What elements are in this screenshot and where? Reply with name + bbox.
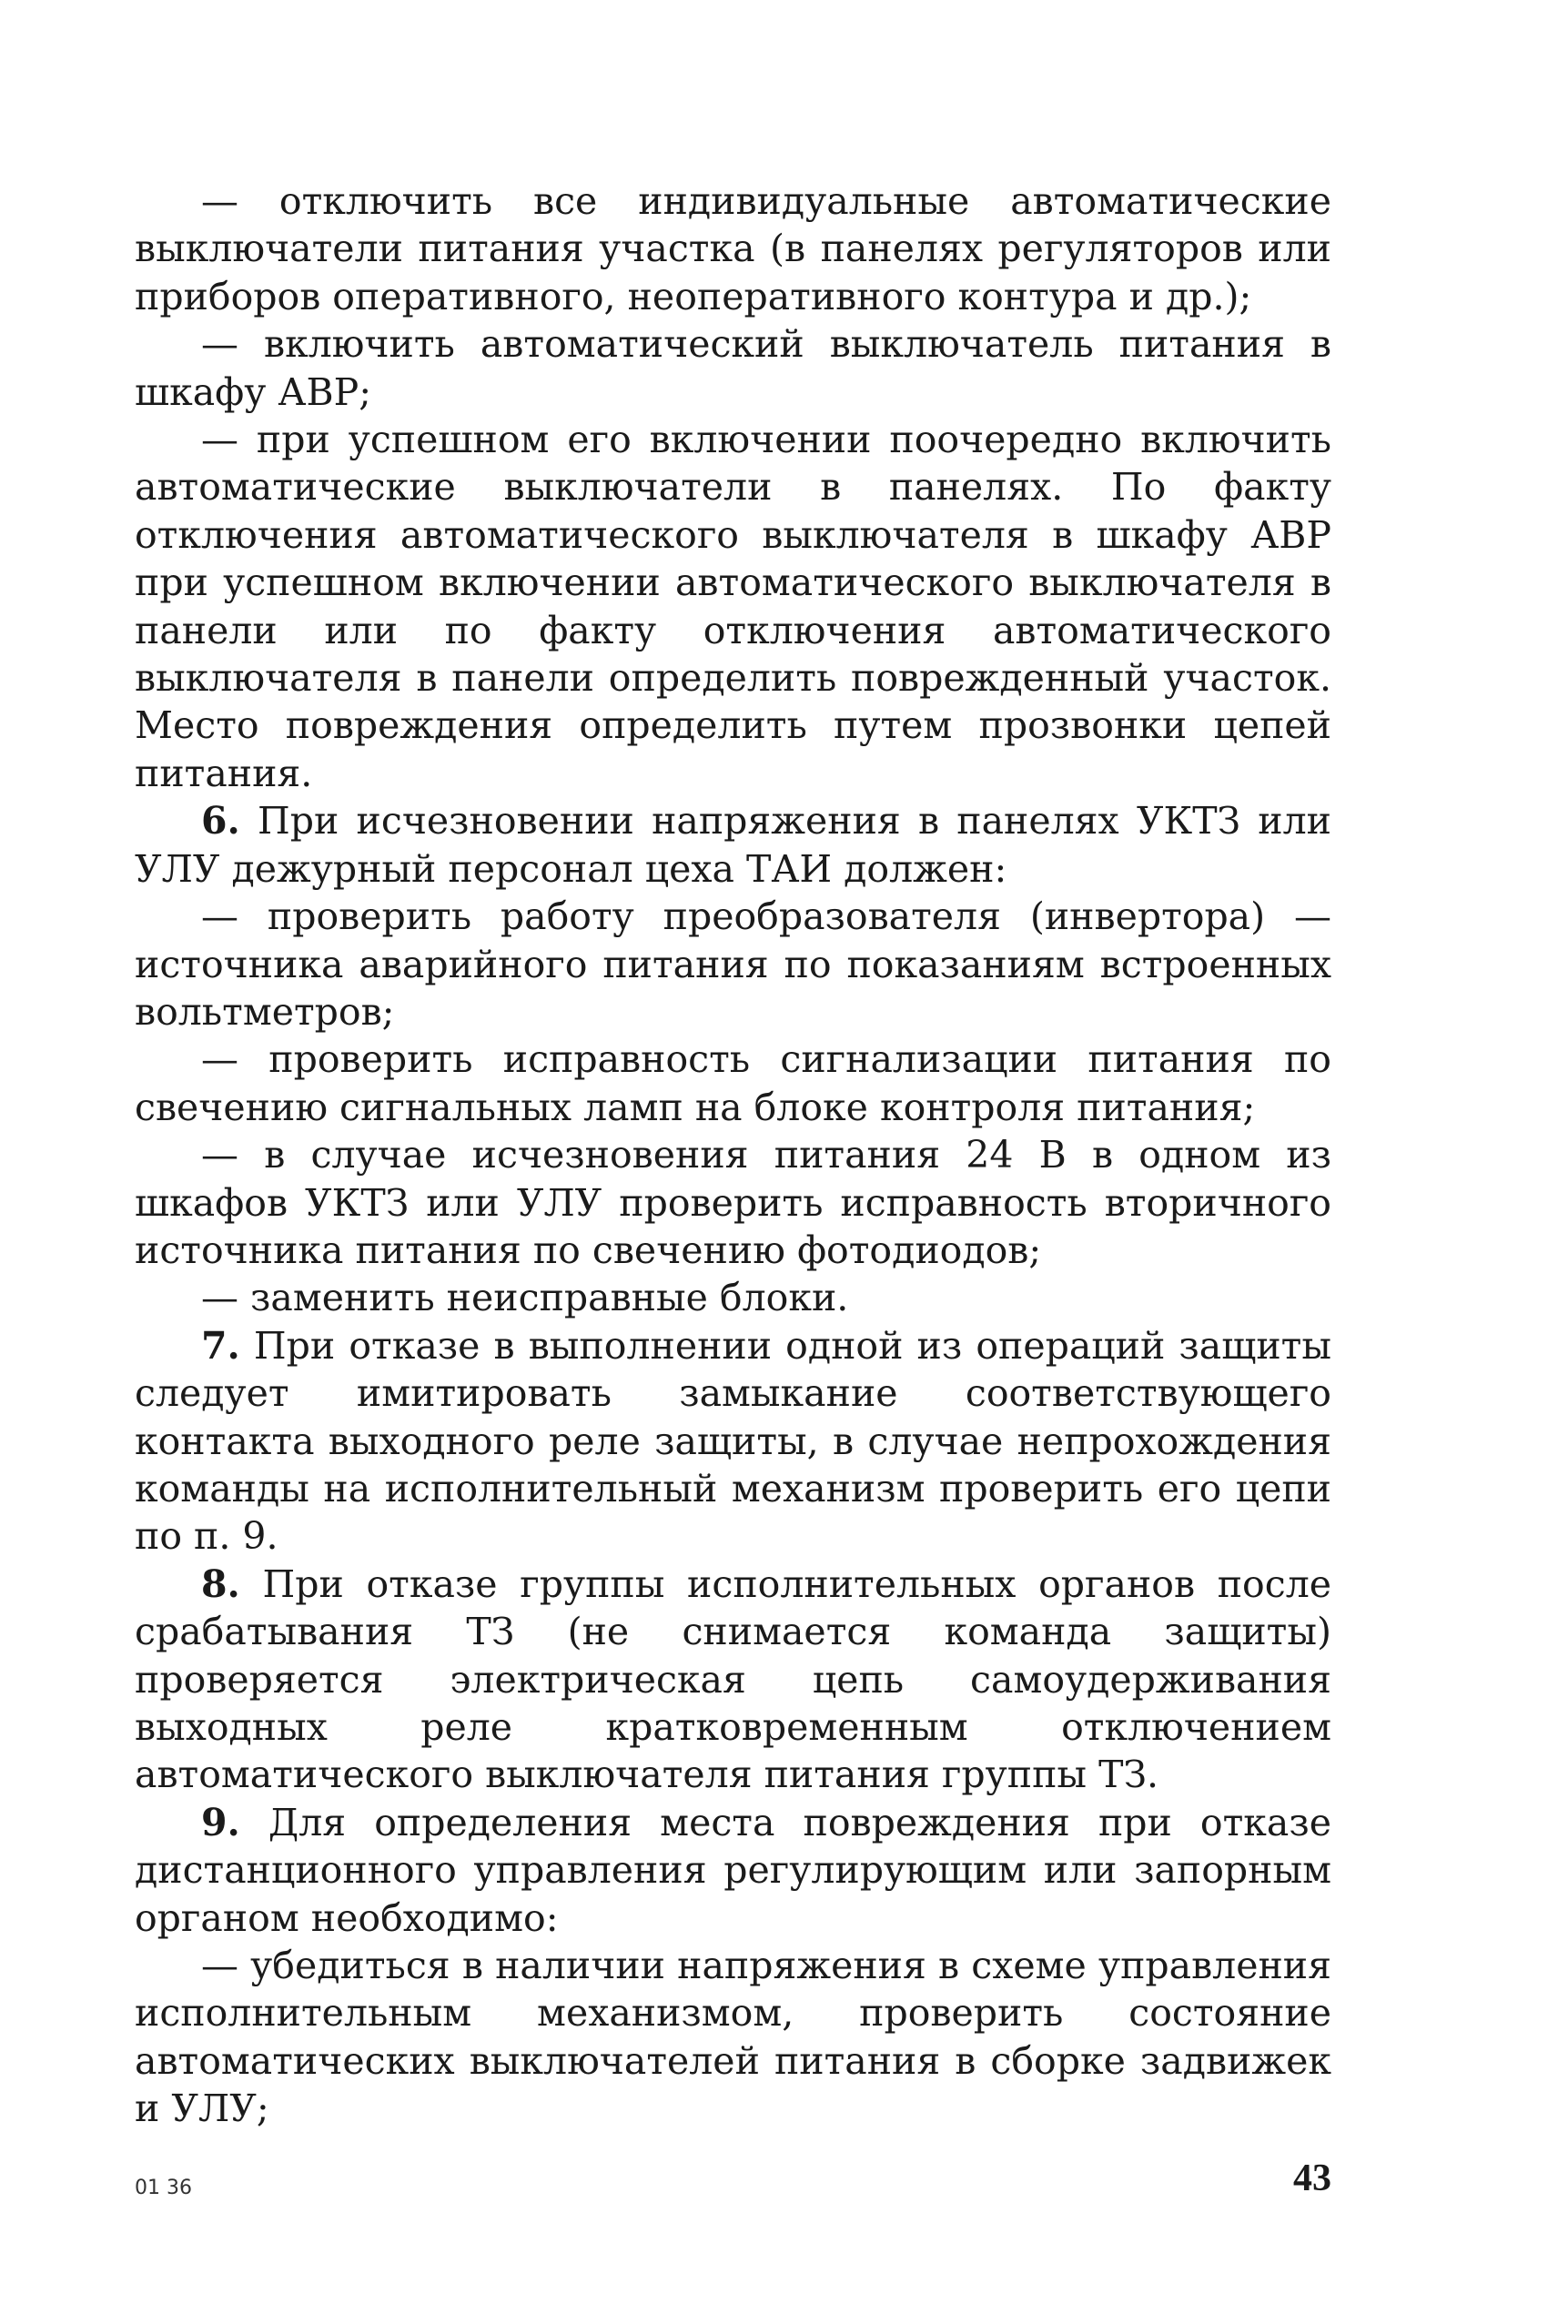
paragraph-5-text: — проверить работу преобразователя (инвертора) — источника аварийного питания по показаниям встроенных вольтметров;	[135, 894, 1331, 1034]
paragraph-2	[135, 320, 1331, 416]
paragraph-4-text: При исчезновении напряжения в панелях УКТЗ или УЛУ дежурный персонал цеха ТАИ должен:	[135, 799, 1331, 891]
paragraph-9	[135, 1322, 1331, 1561]
paragraph-12	[135, 1942, 1331, 2133]
paragraph-12-text: — убедиться в наличии напряжения в схеме управления исполнительным механизмом, проверить состояние автоматических выключателей питания в сборке задвижек и УЛУ;	[135, 1944, 1331, 2131]
paragraph-8-text: — заменить неисправные блоки.	[201, 1276, 849, 1320]
page-footer	[135, 2157, 1331, 2211]
paragraph-10-number: 8.	[201, 1561, 240, 1606]
paragraph-6-text: — проверить исправность сигнализации питания по свечению сигнальных ламп на блоке контроля питания;	[135, 1037, 1331, 1129]
page-number: 43	[1293, 2157, 1331, 2199]
paragraph-8	[135, 1274, 1331, 1321]
paragraph-9-number: 7.	[201, 1323, 240, 1368]
paragraph-7	[135, 1131, 1331, 1274]
paragraph-1-text: — отключить все индивидуальные автоматические выключатели питания участка (в панелях регуляторов или приборов оперативного, неоперативного контура и др.);	[135, 179, 1331, 318]
print-code: 01 36	[135, 2177, 192, 2199]
paragraph-5	[135, 893, 1331, 1036]
paragraph-3-text: — при успешном его включении поочередно включить автоматические выключатели в панелях. По факту отключения автоматического выключателя в шкафу АВР при успешном включении автоматического выключателя в панели или по факту отключения автоматического выключателя в панели определить поврежденный участок. Место повреждения определить путем прозвонки цепей питания.	[135, 418, 1331, 795]
paragraph-10	[135, 1561, 1331, 1799]
paragraph-11	[135, 1799, 1331, 1942]
paragraph-6	[135, 1036, 1331, 1131]
paragraph-3	[135, 416, 1331, 797]
paragraph-11-number: 9.	[201, 1800, 240, 1844]
paragraph-11-text: Для определения места повреждения при отказе дистанционного управления регулирующим или запорным органом необходимо:	[135, 1800, 1331, 1940]
paragraph-9-text: При отказе в выполнении одной из операций защиты следует имитировать замыкание соответствующего контакта выходного реле защиты, в случае непрохождения команды на исполнительный механизм проверить его цепи по п. 9.	[135, 1323, 1331, 1559]
paragraph-1	[135, 177, 1331, 320]
paragraph-4-number: 6.	[201, 799, 240, 844]
paragraph-2-text: — включить автоматический выключатель питания в шкафу АВР;	[135, 322, 1331, 414]
page-body	[135, 177, 1331, 2133]
paragraph-7-text: — в случае исчезновения питания 24 В в одном из шкафов УКТЗ или УЛУ проверить исправность вторичного источника питания по свечению фотодиодов;	[135, 1133, 1331, 1272]
paragraph-4	[135, 797, 1331, 893]
paragraph-10-text: При отказе группы исполнительных органов после срабатывания ТЗ (не снимается команда защиты) проверяется электрическая цепь самоудерживания выходных реле кратковременным отключением автоматического выключателя питания группы ТЗ.	[135, 1561, 1331, 1797]
